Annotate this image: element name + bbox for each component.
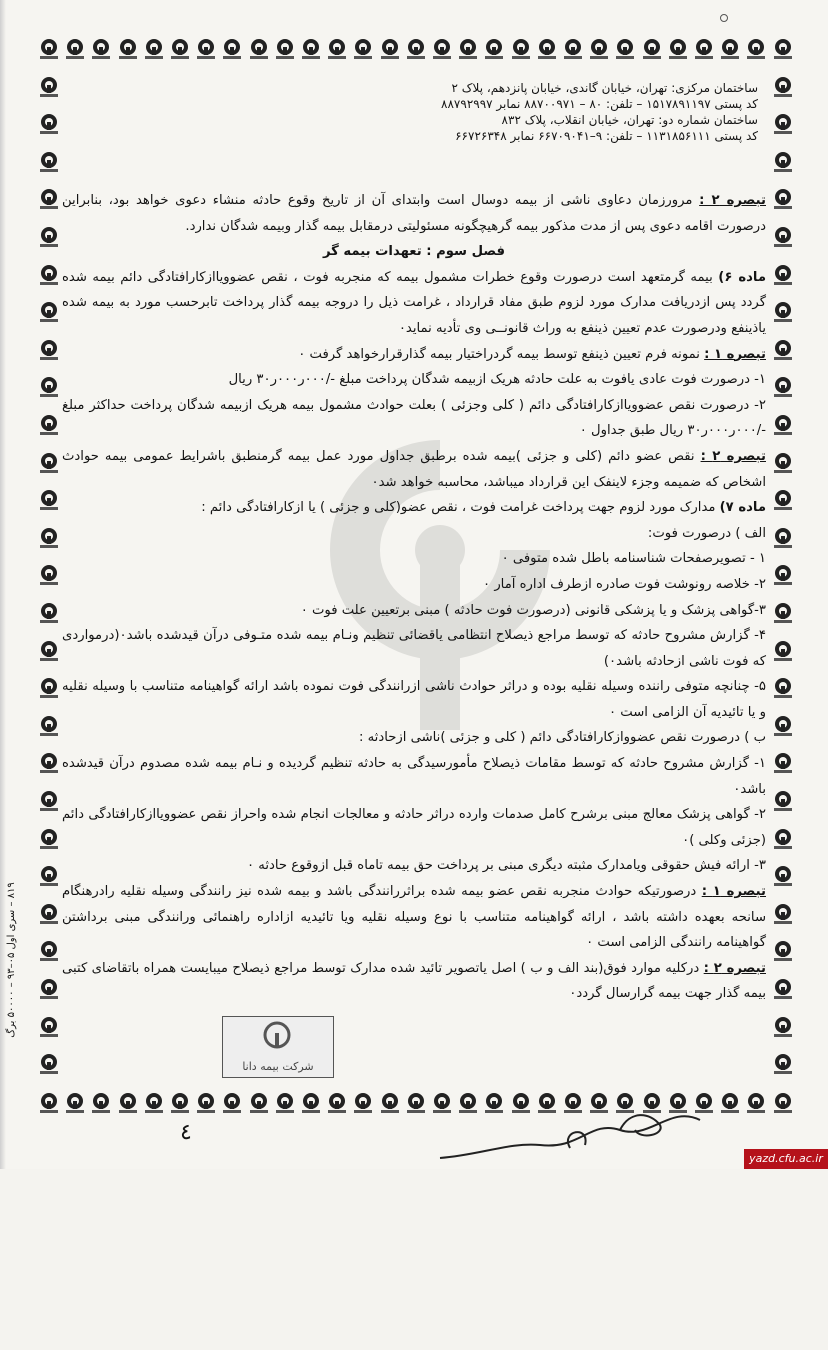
border-logo-icon [143,38,165,60]
border-logo-icon [772,1016,794,1038]
border-logo-icon [510,38,532,60]
list-item: ۳- ارائه فیش حقوقی ویامدارک مثبته دیگری مبنی بر پرداخت حق بیمه تاماه قبل ازوقوع حادثه ۰ [246,858,766,874]
article-label: ماده ۶) [718,269,766,285]
border-logo-icon [274,1092,296,1114]
border-logo-icon [300,1092,322,1114]
border-logo-icon [38,978,60,1000]
list-item: ۲- درصورت نقص عضوویاازکارافتادگی دائم ( کلی وجزئی ) بعلت حوادث مشمول بیمه هریک ازبیمه شدگان پرداخت حداکثر مبلغ -/۰۰۰ر۰۰۰ر۳۰ ریال طبق جداول ۰ [62,397,766,439]
list-item: ۳-گواهی پزشک و یا پزشکی قانونی (درصورت فوت حادثه ) مبنی برتعیین علت فوت ۰ [300,602,766,618]
border-logo-icon [772,828,794,850]
border-logo-icon [483,38,505,60]
stamp-logo-icon [263,1021,291,1049]
border-logo-icon [38,452,60,474]
border-logo-icon [745,1092,767,1114]
list-item: ۲- خلاصه رونوشت فوت صادره ازطرف اداره آمار ۰ [483,576,766,592]
border-logo-icon [143,1092,165,1114]
border-logo-icon [772,452,794,474]
note-text: نقص عضو دائم (کلی و جزئی )بیمه شده برطبق جداول مورد عمل بیمه گرمنطبق باشرایط عمومی بیمه حوادث اشخاص که ضمیمه وجزء لاینفک این قرارداد میباشد، محاسبه خواهد شد۰ [62,448,766,490]
border-logo-icon [64,38,86,60]
note-label: تبصره ۱ : [701,884,766,900]
border-logo-icon [588,38,610,60]
border-logo-icon [719,1092,741,1114]
company-stamp [222,1016,334,1078]
print-run-note-container [6,882,26,1350]
address-line: ساختمان شماره دو: تهران، خیابان انقلاب، پلاک ۸۳۲ [501,113,758,127]
border-logo-icon [38,1092,60,1114]
border-logo-icon [772,752,794,774]
address-line: کد پستی ۱۱۳۱۸۵۶۱۱۱ – تلفن: ۹–۶۶۷۰۹۰۴۱ نمابر ۶۶۷۲۶۳۴۸ [455,129,758,143]
border-logo-icon [38,677,60,699]
border-logo-icon [772,564,794,586]
page-number: ٤ [180,1120,192,1145]
note-label: تبصره ۲ : [700,448,766,464]
note-paragraph [62,342,766,368]
list-item: ۵- چنانچه متوفی راننده وسیله نقلیه بوده و دراثر حوادث ناشی ازرانندگی فوت نموده باشد ارائه گواهینامه متناسب با وسیله نقلیه و یا تائیدیه آن الزامی است ۰ [62,679,766,720]
section-heading: ب ) درصورت نقص عضووازکارافتادگی دائم ( کلی و جزئی )ناشی ازحادثه : [358,730,766,746]
border-logo-icon [248,1092,270,1114]
source-badge: yazd.cfu.ac.ir [744,1149,828,1169]
border-logo-icon [352,1092,374,1114]
border-logo-icon [745,38,767,60]
border-logo-icon [38,414,60,436]
border-logo-icon [326,1092,348,1114]
border-logo-icon [38,76,60,98]
border-logo-icon [38,564,60,586]
border-logo-icon [772,113,794,135]
border-logo-icon [772,1092,794,1114]
border-logo-icon [38,301,60,323]
border-logo-icon [772,790,794,812]
border-logo-icon [38,1016,60,1038]
border-logo-icon [772,940,794,962]
border-logo-icon [38,226,60,248]
print-run-note: ۸۱۹ – سری اول ۰۵–۹۳ – ۵۰۰۰۰ برگ [6,882,17,1038]
border-logo-icon [90,38,112,60]
border-logo-icon [772,489,794,511]
border-logo-icon [536,38,558,60]
stamp-text: شرکت بیمه دانا [242,1060,314,1073]
border-logo-icon [772,677,794,699]
border-logo-icon [195,38,217,60]
address-line: ساختمان مرکزی: تهران، خیابان گاندی، خیابان پانزدهم، پلاک ۲ [451,81,758,95]
border-logo-icon [274,38,296,60]
border-logo-icon [169,38,191,60]
border-logo-icon [772,376,794,398]
list-item: ۱- گزارش مشروح حادثه که توسط مقامات ذیصلاح مأمورسیدگی به حادثه تنظیم گردیده و نـام بیمه شده مصدوم درآن قیدشده باشد۰ [62,756,766,797]
article-paragraph [62,495,766,521]
note-label: تبصره ۱ : [704,346,766,362]
border-logo-icon [38,339,60,361]
border-logo-icon [64,1092,86,1114]
border-logo-icon [38,188,60,210]
border-logo-icon [117,38,139,60]
border-logo-icon [38,376,60,398]
border-logo-icon [38,790,60,812]
border-logo-icon [38,113,60,135]
border-logo-icon [457,38,479,60]
border-logo-icon [772,602,794,624]
border-logo-icon [326,38,348,60]
border-logo-icon [693,38,715,60]
list-item: ۱- درصورت فوت عادی یافوت به علت حادثه هریک ازبیمه شدگان پرداخت مبلغ -/۰۰۰ر۰۰۰ر۳۰ ریال [228,372,766,388]
border-logo-icon [38,264,60,286]
border-logo-icon [719,38,741,60]
signature-icon [420,1100,720,1160]
border-logo-icon [772,978,794,1000]
border-logo-icon [772,151,794,173]
border-logo-icon [38,752,60,774]
border-logo-icon [90,1092,112,1114]
contract-body [62,188,766,1007]
border-logo-icon [379,1092,401,1114]
border-logo-icon [772,339,794,361]
border-logo-icon [169,1092,191,1114]
section-heading: الف ) درصورت فوت: [647,525,766,541]
note-text: مرورزمان دعاوی ناشی از بیمه دوسال است وابتدای آن از تاریخ وقوع حادثه منشاء دعوی خواهد بود، بنابراین درصورت اقامه دعوی پس از مدت مذکور بیمه گرهیچگونه مسئولیتی درمقابل بیمه گذار وبیمه شدگان ندارد. [62,193,766,234]
border-logo-icon [641,38,663,60]
border-logo-icon [667,38,689,60]
border-logo-icon [38,527,60,549]
note-paragraph [62,188,766,239]
list-item: ۲- گواهی پزشک معالج مبنی برشرح کامل صدمات وارده دراثر حادثه و معالجات انجام شده واحراز نقص عضوویاازکارافتادگی دائم (جزئی وکلی )۰ [62,807,766,848]
article-label: ماده ۷) [719,500,766,516]
border-logo-icon [772,865,794,887]
list-item: ۴- گزارش مشروح حادثه که توسط مراجع ذیصلاح انتظامی یاقضائی تنظیم ونـام بیمه شده متـوفی درآن قیدشده باشد۰(درمواردی که فوت ناشی ازحادثه باشد۰) [62,628,766,669]
border-logo-icon [38,489,60,511]
article-text: بیمه گرمتعهد است درصورت وقوع خطرات مشمول بیمه که منجربه فوت ، نقص عضوویاازکارافتادگی دائم بیمه شده گردد پس ازدریافت مدارک مورد لزوم طبق مفاد قرارداد ، غرامت ذیل را دروجه بیمه گذار پرداخت تابرحسب مورد به بیمه شده یاذینفع ودرصورت عدم تعیین ذینفع به وراث قانونــی وی تأدیه نماید۰ [62,269,766,336]
address-line: کد پستی ۱۵۱۷۸۹۱۱۹۷ – تلفن: ۸۰ – ۸۸۷۰۰۹۷۱ نمابر ۸۸۷۹۲۹۹۷ [441,97,758,111]
letterhead-address [338,80,758,144]
article-text: مدارک مورد لزوم جهت پرداخت غرامت فوت ، نقص عضو(کلی و جزئی ) یا ازکارافتادگی دائم : [201,500,716,516]
note-text: نمونه فرم تعیین ذینفع توسط بیمه گردراختیار بیمه گذارقرارخواهد گرفت ۰ [298,346,700,362]
border-logo-icon [772,527,794,549]
border-logo-icon [772,76,794,98]
border-logo-icon [772,38,794,60]
border-logo-icon [772,903,794,925]
note-paragraph [62,444,766,495]
border-logo-icon [248,38,270,60]
note-label: تبصره ۲ : [699,193,766,208]
note-paragraph [62,956,766,1007]
note-text: درصورتیکه حوادث منجربه نقص عضو بیمه شده براثررانندگی باشد و بیمه شده نیز رانندگی وسیله نقلیه رادرهنگام سانحه بعهده داشته باشد ، ارائه گواهینامه متناسب با نوع وسیله نقلیه ویا تائیدیه ازاداره راهنمائی ورانندگی مبنی برداشتن گواهینامه رانندگی الزامی است ۰ [62,884,766,951]
border-logo-icon [431,38,453,60]
border-logo-icon [772,188,794,210]
border-logo-icon [38,38,60,60]
border-logo-icon [38,828,60,850]
border-logo-icon [117,1092,139,1114]
border-logo-icon [614,38,636,60]
border-logo-icon [772,715,794,737]
border-logo-icon [772,226,794,248]
border-logo-icon [772,414,794,436]
border-logo-icon [38,602,60,624]
note-label: تبصره ۲ : [703,960,766,976]
border-logo-icon [772,640,794,662]
border-logo-icon [772,301,794,323]
border-logo-icon [405,38,427,60]
punch-mark [720,14,728,22]
border-logo-icon [352,38,374,60]
border-logo-icon [221,1092,243,1114]
border-logo-icon [772,1053,794,1075]
note-paragraph [62,879,766,956]
border-logo-icon [38,151,60,173]
article-paragraph [62,265,766,342]
chapter-title: فصل سوم : تعهدات بیمه گر [322,244,506,260]
border-logo-icon [772,264,794,286]
border-logo-icon [562,38,584,60]
border-logo-icon [300,38,322,60]
border-logo-icon [38,715,60,737]
border-logo-icon [38,865,60,887]
list-item: ۱ - تصویرصفحات شناسنامه باطل شده متوفی ۰ [501,551,766,567]
border-logo-icon [38,940,60,962]
border-logo-icon [221,38,243,60]
border-logo-icon [379,38,401,60]
border-logo-icon [38,903,60,925]
border-logo-icon [38,640,60,662]
border-logo-icon [38,1053,60,1075]
border-logo-icon [195,1092,217,1114]
note-text: درکلیه موارد فوق(بند الف و ب ) اصل یاتصویر تائید شده مدارک توسط مراجع ذیصلاح میبایست همراه باتقاضای کتبی بیمه گذار جهت بیمه گرارسال گردد۰ [62,960,766,1002]
